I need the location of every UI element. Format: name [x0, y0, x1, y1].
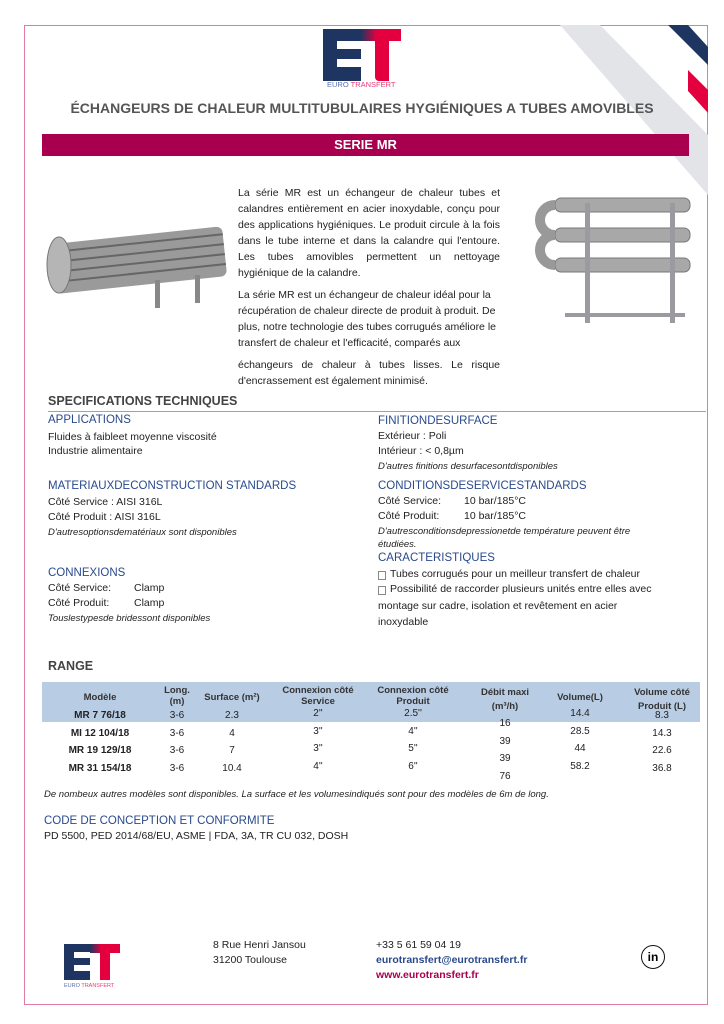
materials-note: D'autresoptionsdematériaux sont disponibles: [48, 527, 237, 538]
finish-line: Intérieur : < 0,8µm: [378, 445, 464, 457]
cell-model: MR 7 76/18: [74, 710, 126, 721]
connexions-note: Touslestypesde bridessont disponibles: [48, 613, 211, 624]
footer-email-link[interactable]: eurotransfert@eurotransfert.fr: [376, 954, 528, 966]
exchanger-image-right: [525, 183, 697, 333]
logo-euro: EURO: [327, 80, 349, 89]
cell-surface: 7: [229, 745, 235, 756]
code-text: PD 5500, PED 2014/68/EU, ASME | FDA, 3A, TR CU 032, DOSH: [44, 830, 349, 842]
conditions-note: D'autresconditionsdepressionetde température peuvent être: [378, 526, 631, 537]
cell-surface: 10.4: [222, 762, 242, 774]
feature-line: inoxydable: [378, 616, 429, 628]
range-title: RANGE: [48, 659, 94, 673]
conditions-note: étudiées.: [378, 539, 417, 550]
cell-debit: 16: [499, 718, 511, 729]
cell-long: 3-6: [169, 762, 185, 774]
materials-heading: MATERIAUXDECONSTRUCTION STANDARDS: [48, 480, 297, 492]
specs-divider: [48, 411, 706, 412]
cell-prod: 5'': [408, 743, 418, 754]
connexion-value: Clamp: [134, 582, 165, 594]
connexions-heading: CONNEXIONS: [48, 567, 126, 579]
col-header: Connexion côté Produit: [377, 685, 449, 707]
cell-serv: 4'': [313, 760, 323, 772]
cell-volp: 36.8: [652, 762, 672, 774]
connexion-label: Côté Service:: [48, 582, 112, 594]
cell-model: MR 19 129/18: [68, 745, 132, 756]
cell-surface: 2.3: [225, 710, 239, 721]
conditions-heading: CONDITIONSDESERVICESTANDARDS: [378, 480, 587, 492]
cell-vol: 44: [574, 743, 586, 754]
col-header: Modèle: [83, 692, 117, 703]
condition-value: 10 bar/185°C: [464, 510, 526, 522]
cell-model: MR 31 154/18: [68, 762, 132, 774]
feature-line: Tubes corrugués pour un meilleur transfert de chaleur: [390, 568, 640, 580]
cell-debit: 39: [499, 753, 511, 764]
logo-e: [323, 29, 361, 81]
condition-value: 10 bar/185°C: [464, 495, 526, 507]
description-p2: La série MR est un échangeur de chaleur idéal pour la récupération de chaleur directe de produit à produit. De plus, notre technologie des tubes corrugués améliore le transfert de chaleur et l'efficacité, comparés aux: [238, 289, 496, 349]
cell-model: MI 12 104/18: [70, 727, 130, 739]
cell-volp: 14.3: [652, 727, 672, 739]
logo: [323, 29, 403, 89]
materials-line: Côté Produit : AISI 316L: [48, 511, 161, 523]
cell-volp: 22.6: [652, 745, 672, 756]
cell-prod: 6'': [408, 760, 418, 772]
cell-vol: 28.5: [570, 725, 590, 737]
cell-surface: 4: [229, 727, 235, 739]
cell-prod: 2.5'': [404, 708, 422, 719]
description: [238, 185, 500, 395]
cell-long: 3-6: [169, 710, 185, 721]
cell-debit: 39: [499, 735, 511, 747]
exchanger-image-left: [45, 205, 235, 310]
col-header: Surface (m²): [204, 692, 260, 703]
condition-label: Côté Produit:: [378, 510, 440, 522]
footer-website-link[interactable]: www.eurotransfert.fr: [376, 969, 479, 981]
cell-long: 3-6: [169, 727, 185, 739]
applications-heading: APPLICATIONS: [48, 414, 131, 426]
feature-line: montage sur cadre, isolation et revêtement en acier: [378, 600, 618, 612]
finish-note: D'autres finitions desurfacesontdisponibles: [378, 461, 558, 472]
series-banner: SERIE MR: [42, 134, 689, 156]
specs-title: SPECIFICATIONS TECHNIQUES: [48, 394, 238, 408]
features-heading: CARACTERISTIQUES: [378, 552, 495, 564]
cell-prod: 4'': [408, 725, 418, 737]
footer-phone[interactable]: +33 5 61 59 04 19: [376, 939, 461, 951]
finish-heading: FINITIONDESURFACE: [378, 415, 498, 427]
footer-city: 31200 Toulouse: [213, 954, 287, 966]
applications-line: Fluides à faibleet moyenne viscosité: [48, 431, 217, 443]
cell-vol: 14.4: [570, 708, 590, 719]
connexion-value: Clamp: [134, 597, 165, 609]
condition-label: Côté Service:: [378, 495, 442, 507]
feature-line: Possibilité de raccorder plusieurs unités entre elles avec: [390, 583, 652, 595]
materials-line: Côté Service : AISI 316L: [48, 496, 163, 508]
description-p3: échangeurs de chaleur à tubes lisses. Le risque d'encrassement est également minimisé.: [238, 359, 500, 387]
page-title: ÉCHANGEURS DE CHALEUR MULTITUBULAIRES HYGIÉNIQUES A TUBES AMOVIBLES: [70, 100, 654, 116]
connexion-label: Côté Produit:: [48, 597, 110, 609]
bullet-box-icon: [378, 586, 386, 595]
cell-debit: 76: [499, 770, 511, 782]
col-header: Connexion côté Service: [282, 685, 354, 707]
footer-logo: EURO TRANSFERT: [64, 944, 124, 994]
bullet-box-icon: [378, 571, 386, 580]
cell-serv: 2'': [313, 708, 323, 719]
col-header: Débit maxi (m³/h): [480, 687, 530, 712]
cell-volp: 8.3: [655, 710, 669, 721]
code-heading: CODE DE CONCEPTION ET CONFORMITE: [44, 815, 275, 827]
col-header: Volume côté Produit (L): [634, 687, 690, 712]
col-header: Volume(L): [557, 692, 603, 703]
range-note: De nombeux autres modèles sont disponibles. La surface et les volumesindiqués sont pour des modèles de 6m de long.: [44, 789, 549, 800]
logo-transfert: TRANSFERT: [350, 80, 396, 89]
cell-vol: 58.2: [570, 760, 590, 772]
finish-line: Extérieur : Poli: [378, 430, 447, 442]
col-header: Long. (m): [164, 685, 190, 707]
cell-long: 3-6: [169, 745, 185, 756]
linkedin-icon[interactable]: in: [641, 945, 665, 969]
footer-address: 8 Rue Henri Jansou: [213, 939, 306, 951]
logo-t-stem: [375, 29, 389, 81]
applications-line: Industrie alimentaire: [48, 445, 143, 457]
description-p1: La série MR est un échangeur de chaleur tubes et calandres entièrement en acier inoxydable, conçu pour des applications hygiéniques. Le produit circule à la fois dans le tube interne et dans la calandre qui l'entoure. Les tubes amovibles permettent un nettoyage hygiénique de la calandre.: [238, 187, 500, 279]
cell-serv: 3'': [313, 725, 323, 737]
cell-serv: 3'': [313, 743, 323, 754]
